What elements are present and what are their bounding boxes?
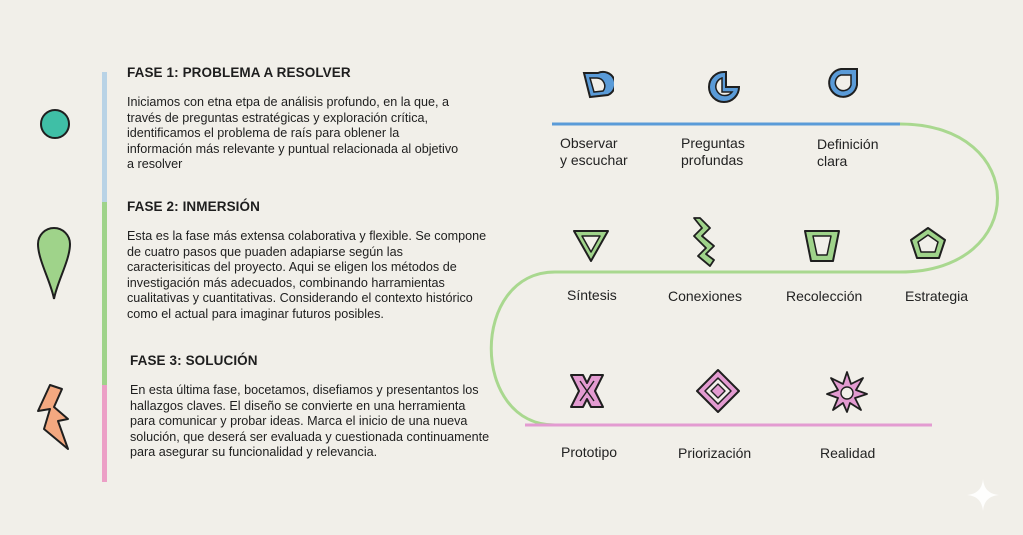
step-label-definicion: Definición clara (817, 136, 879, 169)
phase-1-body: Iniciamos con etna etpa de análisis profundo, en la que, a través de preguntas estratégicas y exploración crítica, identificamos el problema de raís para oblener la información más relevante y puntual relacionada al objetivo a resolver (127, 95, 459, 171)
zigzag-icon (688, 216, 718, 268)
partial-circle-icon (578, 67, 614, 103)
drop-icon (823, 65, 863, 105)
phase-3-body: En esta última fase, bocetamos, disefiamos y presentantos los hallazgos claves. El diseño se convierte en una herramienta para comunicar y probar ideas. Marca el inicio de una nueva solución, que deserá ser evaluada y cuestionada continuamente para asegurar su funcionalidad y relevancia. (130, 383, 490, 459)
diamond-icon (695, 368, 741, 414)
step-label-prototipo: Prototipo (561, 444, 618, 460)
step-label-estrategia: Estrategia (905, 288, 969, 304)
phase-2-body: Esta es la fase más extensa colaborativa y flexible. Se compone de cuatro pasos que puaden adapiarse según las caracterisiticas del proyecto. Aqui se eligen los métodos de investigación más adecuados, combinando harramientas cualitativas y cuantitativas. Considerando el contexto histórico como el actual para imaginar futuros posibles. (127, 229, 487, 321)
phase-2-title: FASE 2: INMERSIÓN (127, 199, 260, 214)
step-label-observar: Observar y escuchar (560, 135, 628, 168)
step-label-realidad: Realidad (820, 445, 876, 461)
star-icon (825, 370, 869, 414)
pentagon-icon (908, 225, 948, 261)
step-label-conexiones: Conexiones (668, 288, 742, 304)
step-label-sintesis: Síntesis (567, 287, 617, 303)
triangle-icon (571, 227, 611, 265)
sparkle-icon (966, 478, 1000, 512)
trapezoid-icon (802, 227, 842, 265)
step-label-recoleccion: Recolección (786, 288, 863, 304)
step-label-preguntas: Preguntas profundas (681, 135, 745, 168)
step-label-priorizacion: Priorización (678, 445, 752, 461)
phase-1-title: FASE 1: PROBLEMA A RESOLVER (127, 65, 351, 80)
phase-3-title: FASE 3: SOLUCIÓN (130, 353, 258, 368)
pie-icon (704, 68, 744, 104)
x-shape-icon (567, 371, 607, 411)
